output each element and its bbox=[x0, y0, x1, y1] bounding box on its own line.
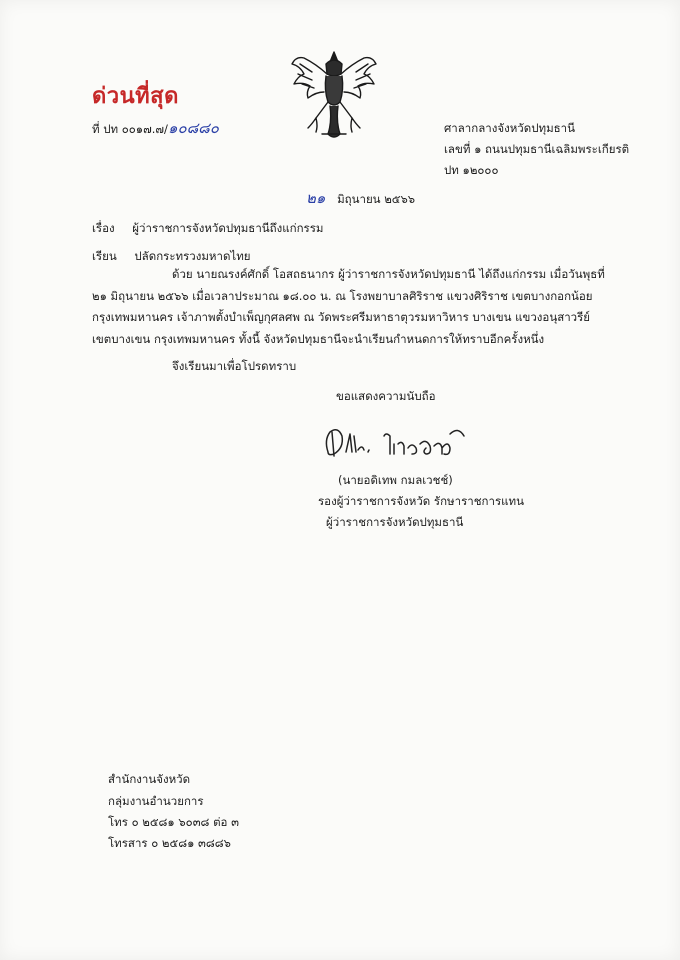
closing-request: จึงเรียนมาเพื่อโปรดทราบ bbox=[172, 359, 297, 373]
date-month-year: มิถุนายน ๒๕๖๖ bbox=[337, 192, 416, 206]
date-day-handwritten: ๒๑ bbox=[306, 189, 326, 207]
recipient-line bbox=[92, 249, 251, 264]
subject-label: เรื่อง bbox=[92, 221, 115, 235]
sender-address-line-3: ปท ๑๒๐๐๐ bbox=[444, 163, 499, 177]
signatory-name: (นายอดิเทพ กมลเวชช์) bbox=[338, 473, 453, 487]
subject-text: ผู้ว่าราชการจังหวัดปทุมธานีถึงแก่กรรม bbox=[132, 221, 324, 235]
signatory-position-1: รองผู้ว่าราชการจังหวัด รักษาราชการแทน bbox=[318, 494, 524, 508]
signatory-position-2: ผู้ว่าราชการจังหวัดปทุมธานี bbox=[326, 515, 464, 529]
subject-line bbox=[92, 221, 324, 236]
footer-office: สำนักงานจังหวัด bbox=[108, 772, 191, 786]
handwritten-signature-icon bbox=[322, 422, 472, 464]
recipient-text: ปลัดกระทรวงมหาดไทย bbox=[134, 249, 251, 263]
garuda-emblem-icon bbox=[286, 44, 382, 144]
sender-address-line-2: เลขที่ ๑ ถนนปทุมธานีเฉลิมพระเกียรติ bbox=[444, 142, 630, 156]
sender-address-line-1: ศาลากลางจังหวัดปทุมธานี bbox=[444, 121, 576, 135]
body-line-3: กรุงเทพมหานคร เจ้าภาพตั้งบำเพ็ญกุศลศพ ณ วัดพระศรีมหาธาตุวรมหาวิหาร บางเขน แขวงอนุสาวรีย์ bbox=[92, 310, 591, 324]
urgency-label: ด่วนที่สุด bbox=[92, 84, 179, 109]
reference-handwritten-number: ๑๐๘๘๐ bbox=[167, 119, 219, 137]
footer-phone: โทร ๐ ๒๕๘๑ ๖๐๓๘ ต่อ ๓ bbox=[108, 815, 239, 829]
closing-phrase: ขอแสดงความนับถือ bbox=[336, 389, 436, 403]
body-line-4: เขตบางเขน กรุงเทพมหานคร ทั้งนี้ จังหวัดปทุมธานีจะนำเรียนกำหนดการให้ทราบอีกครั้งหนึ่ง bbox=[92, 332, 545, 346]
footer-division: กลุ่มงานอำนวยการ bbox=[108, 794, 204, 808]
reference-prefix: ที่ ปท ๐๐๑๗.๗/ bbox=[92, 122, 168, 136]
body-line-2: ๒๑ มิถุนายน ๒๕๖๖ เมื่อเวลาประมาณ ๑๘.๐๐ น. ณ โรงพยาบาลศิริราช แขวงศิริราช เขตบางกอกน้อย bbox=[92, 289, 593, 303]
recipient-label: เรียน bbox=[92, 249, 117, 263]
reference-number bbox=[92, 121, 219, 137]
footer-fax: โทรสาร ๐ ๒๕๘๑ ๓๘๘๖ bbox=[108, 836, 231, 850]
body-line-1: ด้วย นายณรงค์ศักดิ์ โอสถธนากร ผู้ว่าราชการจังหวัดปทุมธานี ได้ถึงแก่กรรม เมื่อวันพุธที่ bbox=[172, 267, 605, 281]
letter-date bbox=[306, 191, 415, 207]
